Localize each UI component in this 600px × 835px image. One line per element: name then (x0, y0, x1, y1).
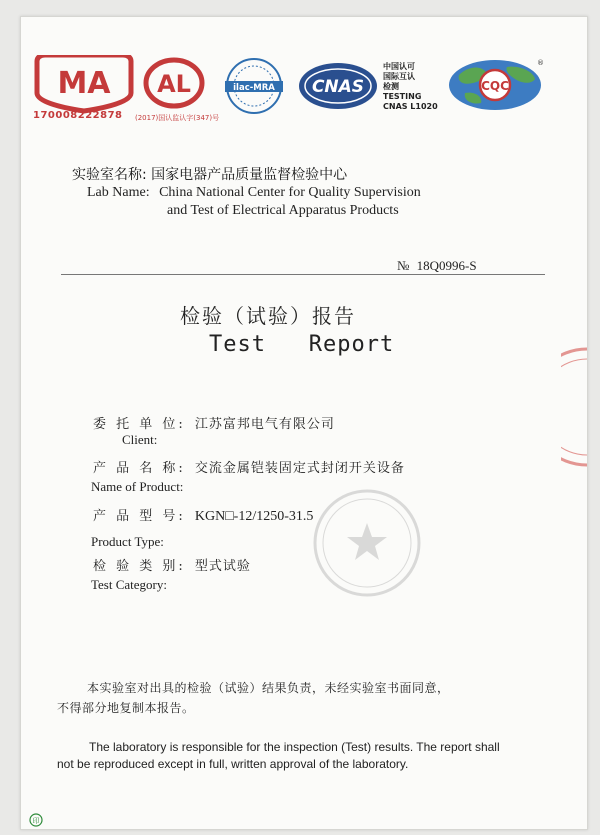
report-cover-page (20, 16, 588, 830)
client-label-cn: 委 托 单 位: (93, 417, 186, 432)
lab-name-en-line1: China National Center for Quality Supervision (159, 185, 421, 200)
client-row (93, 413, 335, 432)
lab-name-en-label: Lab Name: (87, 185, 150, 200)
test-category-value: 型式试验 (194, 559, 251, 574)
lab-name-cn-label: 实验室名称: (72, 167, 147, 183)
disclaimer-en-line1: The laboratory is responsible for the inspection (Test) results. The report shall (89, 740, 500, 754)
product-type-label-cn: 产 品 型 号: (93, 509, 186, 524)
red-seal-partial (561, 347, 587, 467)
product-name-label-cn: 产 品 名 称: (93, 461, 186, 476)
cqc-globe-logo (445, 57, 545, 113)
cal-number: (2017)国认监认字(347)号 (135, 114, 220, 122)
report-title-cn: 检验（试验）报告 (180, 304, 356, 328)
svg-text:CQC: CQC (481, 79, 509, 93)
svg-text:AL: AL (157, 70, 191, 98)
lab-name-en-row (87, 185, 421, 201)
cnas-logo (297, 61, 379, 111)
faded-official-seal (309, 485, 425, 601)
report-number-value: 18Q0996-S (416, 258, 477, 273)
client-label-en: Client: (122, 432, 158, 447)
product-type-value: KGN□-12/1250-31.5 (194, 509, 314, 524)
cnas-text-line: 检测 (383, 82, 399, 91)
cma-number: 170008222878 (33, 110, 123, 121)
product-name-value: 交流金属铠装固定式封闭开关设备 (194, 461, 405, 476)
lab-name-en-line2: and Test of Electrical Apparatus Products (167, 203, 399, 218)
lab-name-cn: 国家电器产品质量监督检验中心 (151, 167, 348, 183)
cnas-text-line: TESTING (383, 92, 422, 101)
svg-text:CNAS: CNAS (311, 77, 365, 97)
report-number-symbol: № (397, 258, 410, 273)
cma-logo (31, 55, 137, 115)
product-type-label-en: Product Type: (91, 534, 164, 549)
test-category-label-cn: 检 验 类 别: (93, 559, 186, 574)
svg-text:MA: MA (57, 66, 111, 101)
svg-text:®: ® (537, 59, 544, 67)
report-number (397, 258, 477, 274)
disclaimer-cn-line1: 本实验室对出具的检验（试验）结果负责，未经实验室书面同意， (87, 681, 450, 695)
svg-text:ilac-MRA: ilac-MRA (233, 83, 275, 93)
svg-text:印: 印 (32, 817, 40, 825)
cnas-text-block (383, 62, 438, 112)
cal-logo (143, 57, 205, 109)
header-divider (61, 274, 545, 275)
report-title-en: Test Report (209, 332, 395, 357)
disclaimer-cn-line2: 不得部分地复制本报告。 (57, 701, 195, 715)
cnas-text-line: 国际互认 (383, 72, 415, 81)
ilac-mra-logo (219, 57, 289, 115)
corner-mark-icon (29, 813, 43, 827)
lab-name-cn-row (72, 164, 347, 184)
cnas-text-line: CNAS L1020 (383, 102, 438, 111)
test-category-row (93, 555, 251, 574)
product-name-row (93, 457, 405, 476)
test-category-label-en: Test Category: (91, 577, 167, 592)
product-type-row (93, 505, 313, 525)
disclaimer-en-line2: not be reproduced except in full, written approval of the laboratory. (57, 757, 409, 771)
product-name-label-en: Name of Product: (91, 479, 184, 494)
client-value: 江苏富邦电气有限公司 (194, 417, 335, 432)
cnas-text-line: 中国认可 (383, 62, 415, 71)
